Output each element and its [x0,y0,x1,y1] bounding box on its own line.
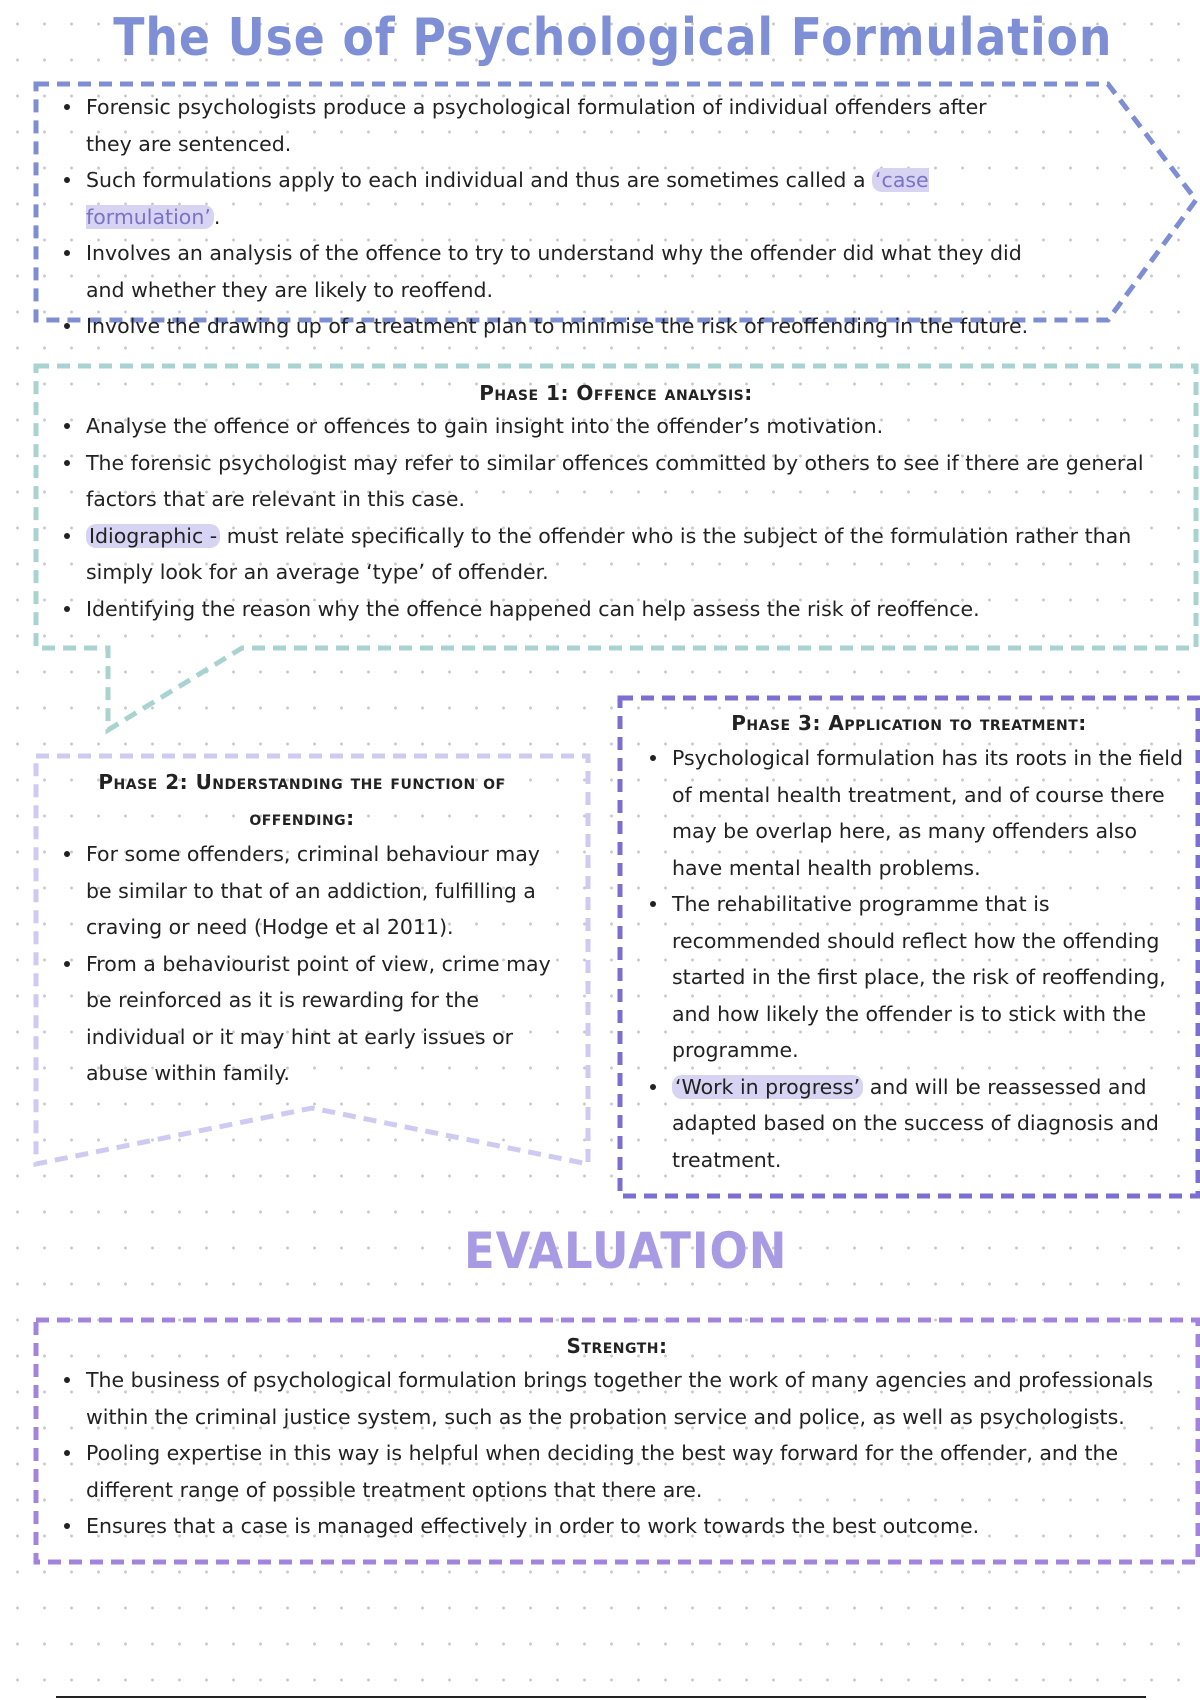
bullet-text: For some offenders, criminal behaviour may be similar to that of an addiction, fulfilling a craving or need (Hodge et al 2011). [86,842,540,939]
bullet-text: Such formulations apply to each individual and thus are sometimes called a [86,168,873,192]
phase2-bullet [86,946,570,1092]
evaluation-title: EVALUATION [464,1222,788,1280]
phase3-box [618,696,1200,1198]
intro-bullet [86,162,1032,235]
phase1-list [34,408,1198,627]
phase1-bullet [86,591,1186,628]
intro-list [34,82,1112,345]
phase3-bullet [672,1069,1186,1179]
strength-bullet [86,1435,1194,1508]
bullet-text: The rehabilitative programme that is recommended should reflect how the offending started in the first place, the risk of reoffending, and how likely the offender is to stick with the programme. [672,892,1166,1062]
bullet-text: From a behaviourist point of view, crime may be reinforced as it is rewarding for the individual or it may hint at early issues or abuse within family. [86,951,551,1085]
strength-heading: Strength: [566,1334,668,1358]
phase3-bullet [672,740,1186,886]
phase2-bullet [86,836,570,946]
intro-bullet [86,308,1032,345]
bullet-text: Involves an analysis of the offence to try to understand why the offender did what they did and whether they are likely to reoffend. [86,241,1022,302]
bullet-text: Analyse the offence or offences to gain insight into the offender’s motivation. [86,414,884,438]
bullet-text: The business of psychological formulation brings together the work of many agencies and professionals within the criminal justice system, such as the probation service and police, as well as psychologists. [86,1368,1154,1429]
intro-box [34,82,1112,338]
phase2-box [34,752,590,1166]
strength-box [34,1318,1200,1564]
idiographic-highlight: Idiographic - [86,524,220,548]
work-in-progress-highlight: ‘Work in progress’ [672,1075,863,1099]
bullet-text: Forensic psychologists produce a psychological formulation of individual offenders after they are sentenced. [86,95,987,156]
bullet-text: Involve the drawing up of a treatment plan to minimise the risk of reoffending in the future. [86,314,1029,338]
phase3-bullet [672,886,1186,1069]
bottom-divider [56,1696,1146,1698]
bullet-text: . [213,204,221,229]
strength-list [34,1362,1200,1545]
intro-bullet [86,89,1032,162]
phase1-heading: Phase 1: Offence analysis: [479,381,753,405]
bullet-text: and will be reassessed and adapted based on the success of diagnosis and treatment. [672,1074,1159,1172]
strength-bullet [86,1362,1194,1435]
phase1-box [34,366,1198,648]
bullet-text: must relate specifically to the offender who is the subject of the formulation rather than simply look for an average ‘type’ of offender. [86,523,1132,584]
case-formulation-highlight: ‘case formulation’ [86,168,929,229]
bullet-text: Ensures that a case is managed effectively in order to work towards the best outcome. [86,1514,980,1538]
phase3-heading: Phase 3: Application to treatment: [731,711,1087,735]
page-title: The Use of Psychological Formulation [113,8,1113,68]
phase1-bullet [86,518,1186,591]
phase2-heading: Phase 2: Understanding the function of offending: [98,770,506,830]
phase1-bullet [86,408,1186,445]
bullet-text: Pooling expertise in this way is helpful when deciding the best way forward for the offender, and the different range of possible treatment options that there are. [86,1441,1119,1502]
strength-bullet [86,1508,1194,1545]
phase3-list [618,740,1200,1178]
bullet-text: Identifying the reason why the offence happened can help assess the risk of reoffence. [86,596,980,621]
phase2-list [34,836,590,1092]
intro-bullet [86,235,1032,308]
phase1-bullet [86,445,1186,518]
bullet-text: The forensic psychologist may refer to similar offences committed by others to see if there are general factors that are relevant in this case. [86,450,1144,511]
bullet-text: Psychological formulation has its roots in the field of mental health treatment, and of course there may be overlap here, as many offenders also have mental health problems. [672,746,1184,880]
